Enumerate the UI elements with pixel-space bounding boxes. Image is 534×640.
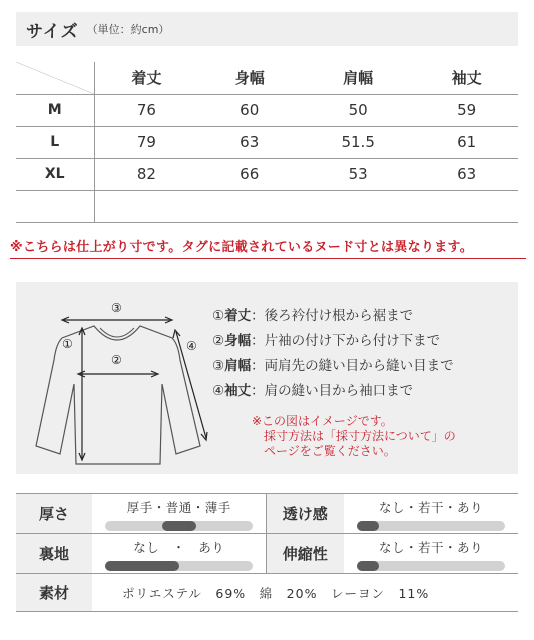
fabric-properties-table [16, 493, 518, 612]
legend-item [212, 304, 454, 329]
table-row-empty [16, 190, 518, 222]
table-cell: 79 [136, 133, 156, 151]
table-cell: 59 [457, 101, 477, 119]
property-row [16, 574, 518, 612]
stretch-bar [357, 561, 505, 571]
empty-cell [301, 190, 415, 222]
caution-line: ページをご覧ください。 [264, 444, 396, 458]
caution-line: ※この図はイメージです。 [252, 414, 393, 428]
table-row [16, 158, 518, 190]
measurement-diagram-panel [16, 282, 518, 474]
table-cell: 66 [240, 165, 260, 183]
thickness-options: 厚手・普通・薄手 [126, 500, 231, 515]
table-cell: 50 [348, 101, 368, 119]
size-title: サイズ [26, 21, 79, 42]
material-label: 素材 [16, 574, 92, 612]
legend-item [212, 379, 454, 404]
legend-number: ② [212, 333, 225, 349]
legend-description: ：両肩先の縫い目から縫い目まで [251, 358, 454, 374]
transparency-indicator [357, 521, 379, 531]
marker-3: ③ [111, 301, 122, 315]
legend-item [212, 354, 454, 379]
lining-options: なし ・ あり [133, 540, 225, 555]
thickness-indicator [162, 521, 196, 531]
lining-label: 裏地 [16, 534, 92, 574]
table-cell: 60 [240, 101, 260, 119]
column-header: 袖丈 [451, 69, 482, 88]
transparency-options: なし・若干・あり [378, 500, 483, 515]
column-header: 着丈 [131, 69, 162, 88]
table-cell: 82 [136, 165, 156, 183]
legend-number: ③ [212, 358, 225, 374]
marker-2: ② [111, 353, 122, 367]
table-cell: 63 [457, 165, 477, 183]
legend-number: ① [212, 308, 225, 324]
unit-label: （単位：約cm） [86, 23, 170, 36]
marker-4: ④ [186, 339, 197, 353]
column-header: 身幅 [234, 69, 265, 88]
table-row [16, 126, 518, 158]
shirt-outline [36, 326, 200, 464]
property-row [16, 534, 518, 574]
legend-item [212, 329, 454, 354]
legend-label: 肩幅 [224, 358, 252, 374]
size-label: M [16, 94, 94, 126]
legend-label: 袖丈 [224, 383, 252, 399]
legend-label: 着丈 [224, 308, 252, 324]
property-row [16, 494, 518, 534]
lining-bar [105, 561, 253, 571]
table-cell: 51.5 [341, 133, 375, 151]
size-header [16, 12, 518, 46]
stretch-value [344, 534, 518, 574]
lining-value [92, 534, 266, 574]
transparency-bar [357, 521, 505, 531]
table-header-row [16, 62, 518, 94]
table-row [16, 94, 518, 126]
table-cell: 63 [240, 133, 260, 151]
size-table [16, 62, 518, 223]
table-cell: 61 [457, 133, 477, 151]
table-corner-cell [16, 62, 94, 94]
legend-description: ：後ろ衿付け根から裾まで [251, 308, 414, 324]
thickness-label: 厚さ [16, 494, 92, 534]
measurement-legend [212, 304, 454, 404]
size-label: L [16, 126, 94, 158]
lining-indicator [105, 561, 179, 571]
stretch-options: なし・若干・あり [378, 540, 483, 555]
shirt-illustration [24, 288, 210, 470]
size-label: XL [16, 158, 94, 190]
caution-line: 採寸方法は「採寸方法について」の [264, 429, 456, 443]
marker-1: ① [62, 337, 73, 351]
legend-description: ：片袖の付け下から付け下まで [251, 333, 441, 349]
stretch-label: 伸縮性 [266, 534, 344, 574]
table-cell: 53 [348, 165, 368, 183]
transparency-value [344, 494, 518, 534]
thickness-value [92, 494, 266, 534]
thickness-bar [105, 521, 253, 531]
stretch-indicator [357, 561, 379, 571]
legend-label: 身幅 [224, 333, 252, 349]
transparency-label: 透け感 [266, 494, 344, 534]
empty-cell [94, 190, 198, 222]
material-value: ポリエステル 69% 綿 20% レーヨン 11% [92, 574, 518, 612]
table-cell: 76 [136, 101, 156, 119]
empty-cell [415, 190, 518, 222]
column-header: 肩幅 [343, 69, 374, 88]
empty-cell [16, 190, 94, 222]
legend-description: ：肩の縫い目から袖口まで [251, 383, 414, 399]
diagram-caution [252, 414, 456, 459]
legend-number: ④ [212, 383, 225, 399]
finished-size-note: ※こちらは仕上がり寸です。タグに記載されているヌード寸とは異なります。 [10, 236, 526, 259]
empty-cell [198, 190, 301, 222]
